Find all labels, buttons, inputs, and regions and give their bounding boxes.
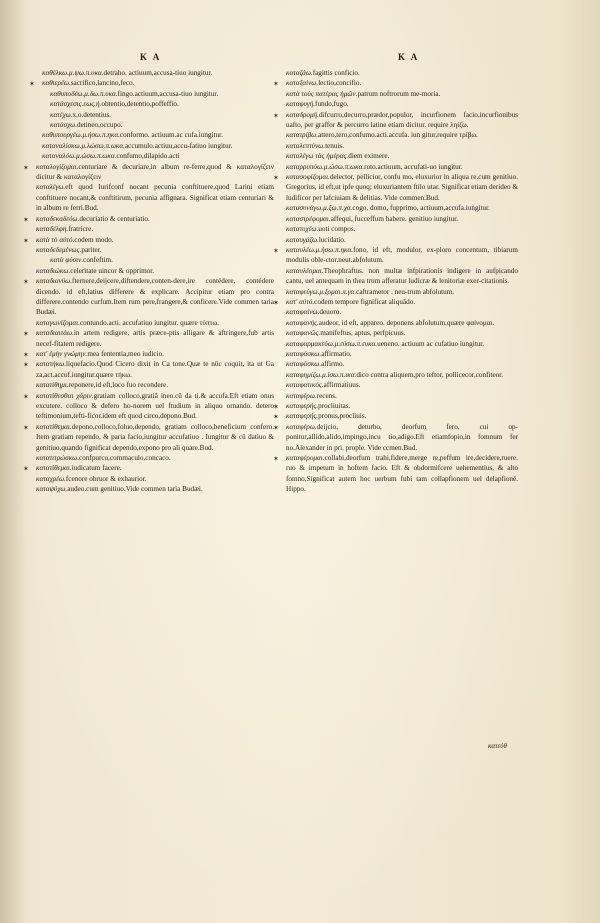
dictionary-entry [34,474,274,484]
entry-headword: καταγωνίζομαι. [36,318,80,327]
entry-headword: καταδέλφη. [36,225,69,234]
entry-definition: x.ο.detentius. [72,110,112,119]
dictionary-entry [34,182,274,213]
entry-headword: κατατυχέω. [286,225,319,234]
entry-definition: fono, id eft, modulor, ex-ploro concentum, tibiarum modulis oble-ctor.neut.abfolutum. [286,245,518,265]
entry-definition: pariter. [81,245,102,254]
dictionary-entry [34,276,274,318]
entry-headword: καταστρέφομαι. [286,214,331,223]
dictionary-entry [34,349,274,359]
dictionary-entry [34,214,274,224]
entry-definition: lectio,concifio. [318,79,362,88]
entry-headword: καταφάσκω. [286,349,322,358]
entry-definition: fcenore obruor & exhaurior. [65,474,147,483]
entry-definition: lucidatio. [318,235,346,244]
entry-headword: καταφερής. [286,402,319,410]
entry-headword: καταξαίνω. [286,79,319,88]
dictionary-entry [284,411,518,421]
entry-headword: κατατήκω. [36,360,67,369]
entry-headword: καταχρέω. [36,474,66,483]
entry-definition: cogo, domo, fupprimo, actiuum,accufa.iungitur. [352,204,490,213]
entry-definition: pronus,procliuis. [318,412,367,421]
dictionary-entry [284,297,518,307]
entry-definition: recens. [316,391,337,400]
dictionary-entry [284,78,518,88]
entry-definition: affirmo. [321,360,345,369]
entry-headword: καταλέγω τὰς ἡμέρας. [286,152,349,161]
entry-headword: κατατίθεμαι. [36,422,72,431]
entry-definition: attero,tero,confumo.acti.accufa. iun gitur,require τρίβω. [318,131,478,140]
dictionary-entry [48,120,274,130]
dictionary-entry [40,68,274,78]
entry-definition: eft quod Iurifconf nocant pecunia conftituere,quod Larini etiam conftituere nocant,& conftitirum, pecunia affignara. Significat etiam centuriari & in album re ferri.Bud. [36,183,274,213]
entry-headword: καταφέρω. [286,422,317,431]
entry-headword: καταυγάζω. [286,235,319,244]
entry-definition: affirmatiuus. [323,381,361,390]
entry-definition: celeritate uincor & opprimor. [70,266,155,275]
entry-definition: fingo.actiuum,accusa-tiuo iungitur. [117,89,219,98]
entry-headword: κατασοφίζομαι. [286,173,330,182]
dictionary-entry [284,89,518,99]
entry-headword: καταδεδεμένως. [36,245,82,254]
dictionary-entry [284,370,518,380]
dictionary-entry [284,151,518,161]
entry-definition: confeftim. [83,256,113,265]
entry-headword: καθυποδέω.μ.δω.π.υκα. [50,89,118,98]
dictionary-entry [284,224,518,234]
entry-headword: κατατιτρώσκω. [36,454,80,463]
entry-definition: conformo. actiuum.ac cufa.iungitur. [119,131,223,140]
dictionary-entry [34,162,274,183]
right-column [278,68,518,495]
dictionary-entry [34,463,274,473]
entry-headword: καταλογίζομαι. [36,162,79,171]
entry-definition: fratricre. [68,225,94,234]
entry-headword: κατάσχω. [50,121,77,130]
entry-headword: κατατίθεμαι. [36,464,72,473]
dictionary-entry [48,255,274,265]
dictionary-entry [34,235,274,245]
entry-definition: affequi, fucceffum habere. genitiuo iungitur. [330,214,458,223]
dictionary-entry [284,287,518,297]
entry-headword: καταυλέομαι. [286,266,324,275]
entry-headword: κατ' αὐτό. [286,297,315,306]
entry-headword: καταδιώκω. [36,266,71,275]
entry-definition: caftrametor . neu-trum abfolutum. [356,287,455,296]
entry-headword: κατὰ τοὺς πατέρας ἡμῶν. [286,89,358,98]
entry-headword: καθιερέω. [42,79,71,88]
entry-definition: deijcio, deturbo, deorfum fero, cui op-ponitur,allido,alido,impingo,incu tio,adigo.Eft etiamfopio,in fomnum fer no.Alexander in pri. prople. Vide ccmen.Bud. [286,422,518,452]
entry-definition: iudicatum facere. [71,464,122,473]
entry-headword: καταδρομή. [286,110,319,119]
entry-definition: gratiam colloco,gratiā ineo.cū da ti.& accufa.Eft etiam onus excutere. colloco & defero ho-norem uel ftudium in aliquo ornando. detero teftimonium,tefti-ficor.idem eft quod circo,depono.Bud. [36,391,274,421]
entry-headword: καθυπουργέω.μ.ήσω.π.ηκα. [42,131,120,140]
entry-definition: detraho. actiuum,accusa-tiuo iungitur. [103,69,213,77]
entry-definition: confumo,dilapido.acti [116,152,180,161]
dictionary-entry [284,110,518,131]
entry-definition: deuoro. [319,308,342,317]
dictionary-entry [284,203,518,213]
entry-headword: καταλεπτύνω. [286,141,326,150]
dictionary-entry [40,78,274,88]
entry-headword: καταλέγω. [36,183,66,192]
entry-definition: fagittis conficio. [312,69,360,77]
dictionary-entry [284,130,518,140]
entry-definition: fternere,deijcere,diftendere,conten-dere,ire contédere, contédere dicendo. id eft,latius differere & explicare. Accipitur etiam pro contra differere.contendo curfum.Item rum pere,frangere,& conficere.Vide commen taria Budæi. [36,277,274,317]
entry-definition: manifeftus, aptus, perfpicuus. [320,329,406,338]
entry-definition: centuriare & decuriare,in album re-ferre,quod & καταλογίζειν dicitur & καταλογίζειν [36,162,274,182]
dictionary-entry [284,99,518,109]
dictionary-entry [34,484,274,494]
entry-headword: κατὰ τὸ αὐτό. [36,235,75,244]
dictionary-entry [284,401,518,411]
dictionary-entry [34,380,274,390]
dictionary-entry [284,235,518,245]
dictionary-entry [40,141,274,151]
entry-definition: delector, pellicior, confu mo, eluxurior in aliqua re.cum genitiuo. Gregorius, id eft,ut ipfe quoq; eluxuriantem ftilo utar. Significat etiam derideo & ludificor per lafciuiam & delitias. Vide commen.Bud. [286,173,518,202]
dictionary-entry [284,68,518,78]
dictionary-entry [48,110,274,120]
left-column-header: K A [140,52,162,62]
dictionary-entry [284,172,518,203]
dictionary-entry [284,380,518,390]
entry-definition: liquefacio.Quod Cicero dixit in Ca tone.Quæ te nūc coquit, ita ut Ga za,act.accuf.iungitur.quære τήκω. [36,360,274,379]
entry-definition: in artem redigere, artis præce-ptis alligare & aftringere,fub artis necef-fitatem redigere. [36,329,274,348]
entry-headword: καταφαρμακεύω.μ.εύσω.π.ευκα. [286,339,378,348]
entry-definition: depono,colloco,foluo,dependo, gratiam colloco,beneficium confero. Item gratiam rependo, & paria facio,iungitur accufatiuo . Iungitur & cū datiuo & genitiuo,quando fignificat dependo,expono pro ali quare.Bud. [36,422,274,452]
dictionary-entry [40,151,274,161]
entry-headword: καταφάσκω. [286,360,322,369]
entry-definition: detineo,occupo. [77,121,123,130]
entry-headword: καταφανής. [286,318,319,327]
catchword: κατεύθ [488,742,507,750]
entry-definition: uoti compos. [318,225,356,234]
entry-headword: κατατρίβω. [286,131,319,140]
page-gutter-shadow [0,0,26,923]
entry-definition: contundo.acti. accufatiuo iungitur. quære τύπτω. [79,318,219,327]
entry-definition: Theophraftus. non multæ infpirationis indigere in aufpicando cantu, uel antequam in thea trum afferatur ludicræ & lenitoriæ exer-citationis. [286,266,518,286]
entry-headword: καταφανῶς. [286,329,321,338]
dictionary-entry [284,214,518,224]
entry-definition: affirmatio. [321,349,352,358]
entry-definition: diem eximere. [348,152,390,161]
dictionary-entry [284,453,518,495]
entry-definition: confpurco,commaculo,concaco. [79,454,171,463]
entry-headword: καταφέρω. [286,391,317,400]
entry-headword: κατ' ἐμὴν γνώμην. [36,349,88,358]
dictionary-entry [284,359,518,369]
dictionary-entry [34,453,274,463]
dictionary-entry [48,89,274,99]
dictionary-entry [34,328,274,349]
entry-headword: καταυλέω.μ.ήσω.π.ηκα. [286,245,354,254]
dictionary-entry [284,349,518,359]
entry-definition: accumulo.actiuu,accu-fatiuo iungitur. [124,141,233,150]
entry-headword: καταφέρομαι. [286,454,325,463]
entry-headword: καταδιανύω. [36,277,73,286]
dictionary-entry [284,141,518,151]
entry-definition: codem modo. [74,235,114,244]
entry-definition: decuriatio & centuriatio. [79,214,150,223]
entry-headword: καταφημίζω.μ.ίσω.π.ικα. [286,370,357,379]
dictionary-entry [34,391,274,422]
entry-definition: fundo,fugo. [315,100,349,109]
entry-headword: καταφατικός. [286,381,324,390]
entry-headword: καταδιαιτάω. [36,329,74,338]
dictionary-entry [284,162,518,172]
entry-definition: reponere,id eft,loco fuo recondere. [68,381,169,390]
dictionary-entry [284,339,518,349]
dictionary-entry [284,391,518,401]
entry-definition: codem tempore fignificat aliquādo. [314,297,416,306]
entry-headword: καταρρυπόω.μ.ώσω.π.ωκα. [286,162,365,171]
entry-headword: καταναλίσκω.μ.λώσω.π.ωκα. [42,141,125,150]
entry-definition: sacrifico,lancino,feco. [70,79,135,88]
dictionary-entry [284,266,518,287]
entry-headword: καθέλκω.μ.ψω.π.υκα. [42,69,104,77]
dictionary-entry [34,422,274,453]
entry-definition: ueneno. actiuum ac cufatiuo iungitur. [377,339,485,348]
entry-headword: κατέχω. [50,110,73,119]
dictionary-entry [34,318,274,328]
dictionary-entry [34,245,274,255]
dictionary-entry [34,224,274,234]
entry-headword: κατὰ φύσιν. [50,256,84,265]
entry-headword: κατατίθημι. [36,381,69,390]
entry-headword: καταφυγή. [286,100,316,109]
entry-definition: tenuis. [325,141,345,150]
entry-definition: difcurro,decurro,prædor,populor, incurfionem facio,incurfionibus uafto, per graffor & percurro latine etiam dicitur. require ληίζω. [286,110,518,130]
entry-definition: audeo.cum genitiuo.Vide commen taria Budæi. [67,485,203,494]
right-column-header: K A [398,52,420,62]
dictionary-entry [284,422,518,453]
entry-headword: καταφαίνω. [286,308,320,317]
dictionary-entry [284,307,518,317]
entry-headword: καταζάω. [286,69,313,77]
entry-definition: audeor, id eft, appareo. deponens abfolutum.quære φαίνομαι. [318,318,495,327]
entry-definition: roto.actiuum, accufati-uo iungitur. [364,162,463,171]
entry-headword: καταφερής. [286,412,319,421]
entry-headword: κατασυνάγω.μ.ξω.π.χα. [286,204,353,213]
entry-headword: καταφεύγω.μ.ξομαι.π.γα. [286,287,357,296]
entry-definition: dico contra aliquem,pro teftor, pollicecor,confiteor. [356,370,504,379]
dictionary-entry [284,318,518,328]
entry-definition: collabi,deorfum trahi,fidere,merge re,peffum ire,decidere,ruere. ruo & impetum in hoftem facio. Eft & obdormifcere uehementius, & alto fomno,Significat autem hoc uerbum fubi tam collapfionem uel delapfioné. Hippo. [286,454,518,494]
entry-headword: καταναλόω.μ.ώσω.π.ωκα. [42,152,117,161]
entry-headword: κατάσχεσις.εως.ἡ. [50,100,102,109]
left-column [34,68,274,495]
entry-headword: καταψύχω. [36,485,68,494]
dictionary-entry [34,266,274,276]
entry-definition: obtentio,detentio,poffeffio. [101,100,179,109]
entry-headword: καταδεκαδεύω. [36,214,80,223]
entry-headword: κατατίθεσθαι χάριν. [36,391,94,400]
entry-definition: patrum noftrorum me-moria. [357,89,441,98]
dictionary-entry [48,99,274,109]
dictionary-entry [34,359,274,380]
entry-definition: procliuitas. [318,402,351,410]
dictionary-entry [284,328,518,338]
dictionary-entry [40,130,274,140]
dictionary-entry [284,245,518,266]
entry-definition: mea fententia,meo iudicio. [87,349,164,358]
